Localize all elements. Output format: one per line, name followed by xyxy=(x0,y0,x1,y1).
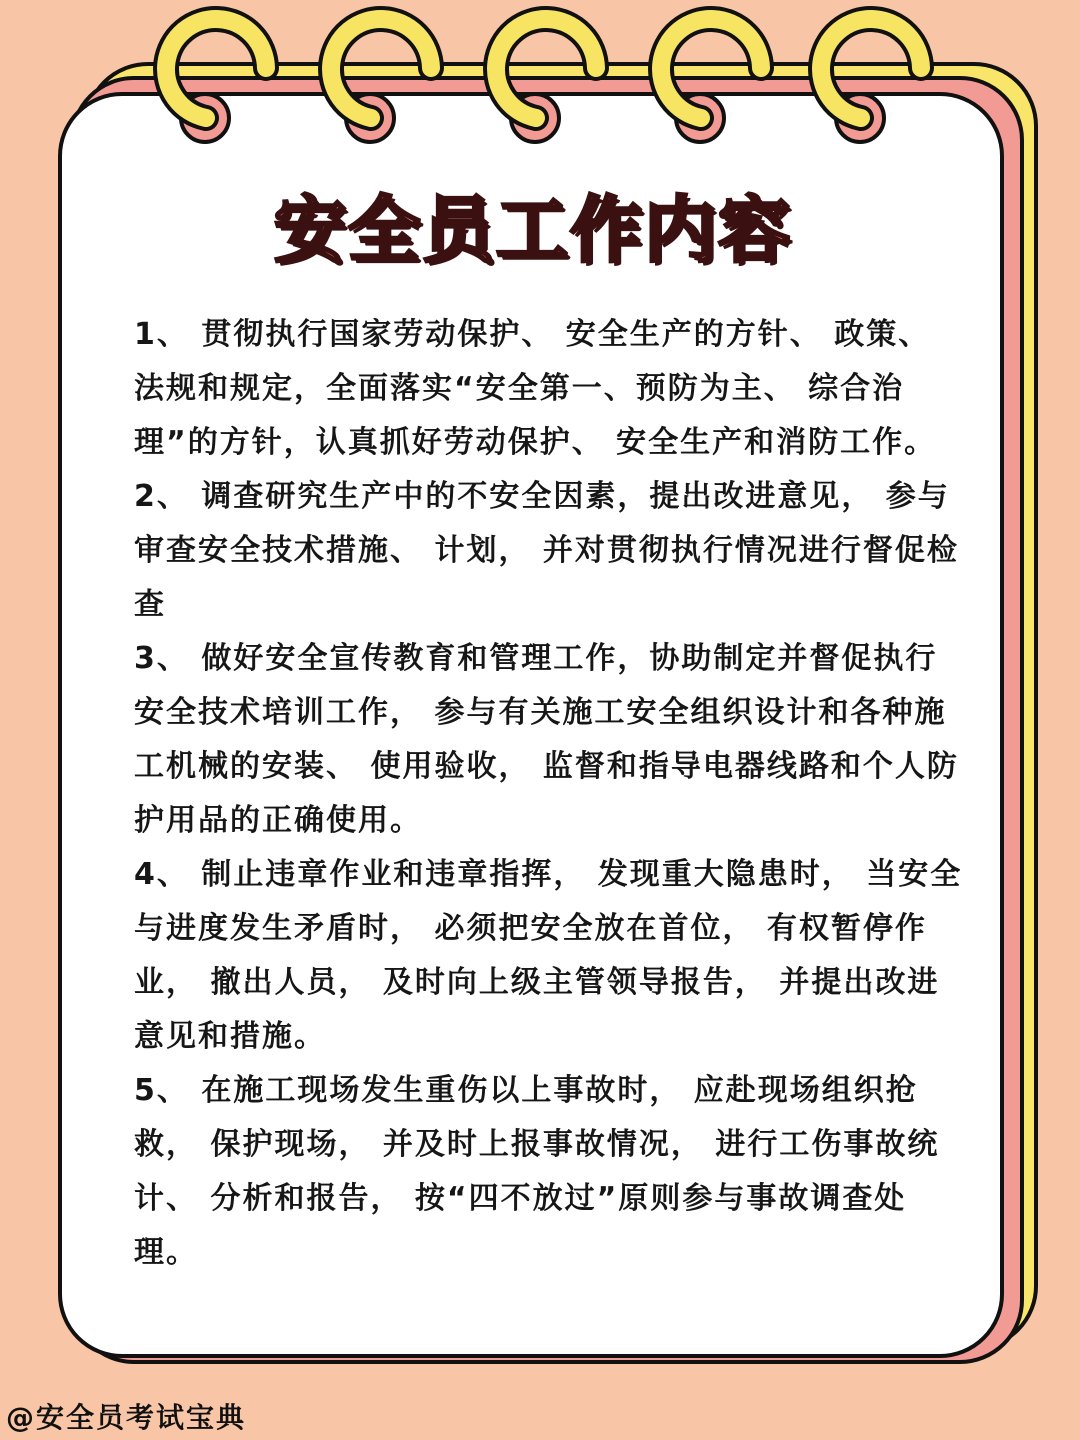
duty-item-4: 4、 制止违章作业和违章指挥， 发现重大隐患时， 当安全与进度发生矛盾时， 必须把安全放在首位， 有权暂停作业， 撤出人员， 及时向上级主管领导报告， 并提出改进意见和措施。 xyxy=(134,857,963,1054)
duties-list xyxy=(134,308,964,1280)
duty-item-2: 2、 调查研究生产中的不安全因素，提出改进意见， 参与审查安全技术措施、 计划， 并对贯彻执行情况进行督促检查 xyxy=(134,479,959,622)
author-handle: @安全员考试宝典 xyxy=(6,1401,247,1434)
duty-item-1: 1、 贯彻执行国家劳动保护、 安全生产的方针、 政策、 法规和规定，全面落实“安全第一、预防为主、 综合治理”的方针，认真抓好劳动保护、 安全生产和消防工作。 xyxy=(134,317,937,460)
page-title: 安全员工作内容 xyxy=(273,188,792,272)
duty-item-3: 3、 做好安全宣传教育和管理工作，协助制定并督促执行安全技术培训工作， 参与有关施工安全组织设计和各种施工机械的安装、 使用验收， 监督和指导电器线路和个人防护用品的正确使用。 xyxy=(134,641,959,838)
duty-item-5: 5、 在施工现场发生重伤以上事故时， 应赴现场组织抢救， 保护现场， 并及时上报事故情况， 进行工伤事故统计、 分析和报告， 按“四不放过”原则参与事故调查处理。 xyxy=(134,1073,940,1270)
